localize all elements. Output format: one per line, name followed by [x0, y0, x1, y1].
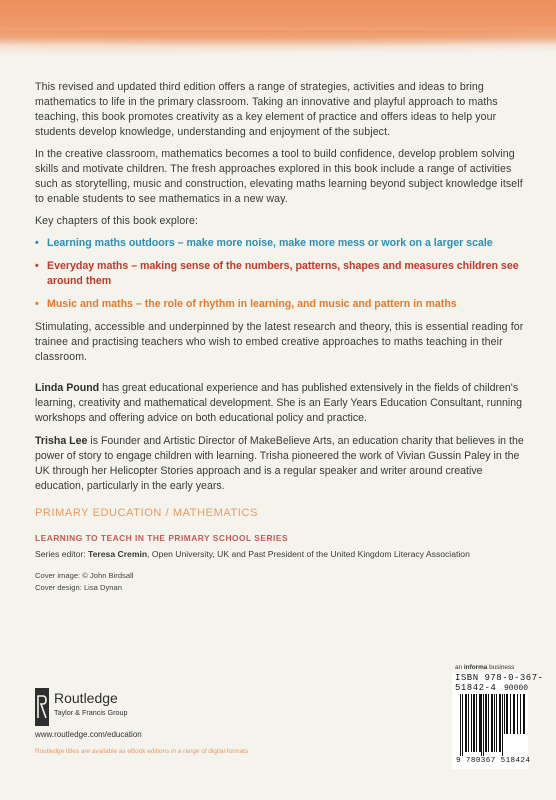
- publisher-url[interactable]: www.routledge.com/education: [35, 730, 142, 739]
- bullet-icon: •: [35, 298, 39, 310]
- closing-paragraph: Stimulating, accessible and underpinned by the latest research and theory, this is essential reading for trainee and practising teachers who wish to embed creative approaches to maths teaching in their classroom.: [35, 321, 524, 363]
- author-bio-text: is Founder and Artistic Director of MakeBelieve Arts, an education charity that believes in the power of story to engage children with learning. Trisha pioneered the work of Vivian Gussin Paley in the UK through her Helicopter Stories approach and is a regular speaker and writer around creative education, particularly in the early years.: [35, 435, 524, 492]
- author-bio-lee: [35, 434, 525, 494]
- author-name: Linda Pound: [35, 382, 100, 394]
- informa-business-label: [455, 664, 514, 671]
- chapter-bullet-text: Music and maths – the role of rhythm in learning, and music and pattern in maths: [47, 298, 457, 310]
- bullet-icon: •: [35, 237, 39, 249]
- informa-prefix: an: [455, 664, 464, 671]
- informa-suffix: business: [487, 664, 515, 671]
- chapter-bullet-music: [35, 297, 525, 312]
- author-bio-text: has great educational experience and has published extensively in the fields of children's learning, creativity and mathematical development. She is an Early Years Education Consultant, running workshops and offering advice on both educational policy and practice.: [35, 382, 523, 424]
- bullet-icon: •: [35, 260, 39, 272]
- subject-category: PRIMARY EDUCATION / MATHEMATICS: [35, 507, 258, 519]
- barcode-main-bars: [460, 694, 504, 756]
- cover-image-credit: Cover image: © John Birdsall: [35, 571, 134, 580]
- publisher-group: Taylor & Francis Group: [54, 708, 128, 717]
- cover-credits: [35, 570, 525, 594]
- routledge-logo: [35, 688, 195, 728]
- series-editor: [35, 548, 525, 560]
- author-name: Trisha Lee: [35, 435, 88, 447]
- informa-name: informa: [463, 664, 488, 671]
- series-editor-name: Teresa Cremin: [88, 549, 148, 559]
- series-title: LEARNING TO TEACH IN THE PRIMARY SCHOOL SERIES: [35, 533, 289, 543]
- chapter-bullet-text: Learning maths outdoors – make more noise, make more mess or work on a larger scale: [47, 237, 493, 249]
- ean-number: 9 780367 518424: [456, 757, 531, 765]
- chapter-bullet-everyday: [35, 259, 525, 289]
- publisher-name: Routledge: [54, 690, 118, 706]
- isbn-label: ISBN 978-0-367-51842-4: [455, 673, 544, 693]
- series-editor-affiliation: , Open University, UK and Past President of the United Kingdom Literacy Association: [147, 549, 470, 559]
- key-chapters-list: [35, 236, 525, 312]
- top-color-band: [0, 0, 556, 46]
- series-editor-prefix: Series editor:: [35, 549, 89, 559]
- cover-design-credit: Cover design: Lisa Dynan: [35, 583, 122, 592]
- author-bio-pound: [35, 381, 525, 426]
- ebook-note: Routledge titles are available as eBook editions in a range of digital formats: [35, 748, 249, 755]
- key-chapters-intro: Key chapters of this book explore:: [35, 215, 198, 227]
- chapter-bullet-outdoors: [35, 236, 525, 251]
- back-cover-text: [35, 80, 525, 594]
- price-code-label: 90000: [504, 684, 529, 693]
- chapter-bullet-text: Everyday maths – making sense of the numbers, patterns, shapes and measures children see around them: [47, 260, 519, 287]
- routledge-logo-icon: [35, 688, 49, 726]
- description-paragraph-2: In the creative classroom, mathematics becomes a tool to build confidence, develop problem solving skills and motivate children. The fresh approaches explored in this book include a range of activities such as storytelling, music and construction, elevating maths learning beyond subject knowledge itself to enable students to see mathematics in a new way.: [35, 148, 523, 205]
- barcode-addon-bars: [504, 694, 526, 734]
- description-paragraph-1: This revised and updated third edition offers a range of strategies, activities and ideas to bring mathematics to life in the primary classroom. Taking an innovative and playful approach to maths teaching, this book promotes creativity as a key element of practice and offers ideas to help your students develop knowledge, understanding and enjoyment of the subject.: [35, 81, 498, 138]
